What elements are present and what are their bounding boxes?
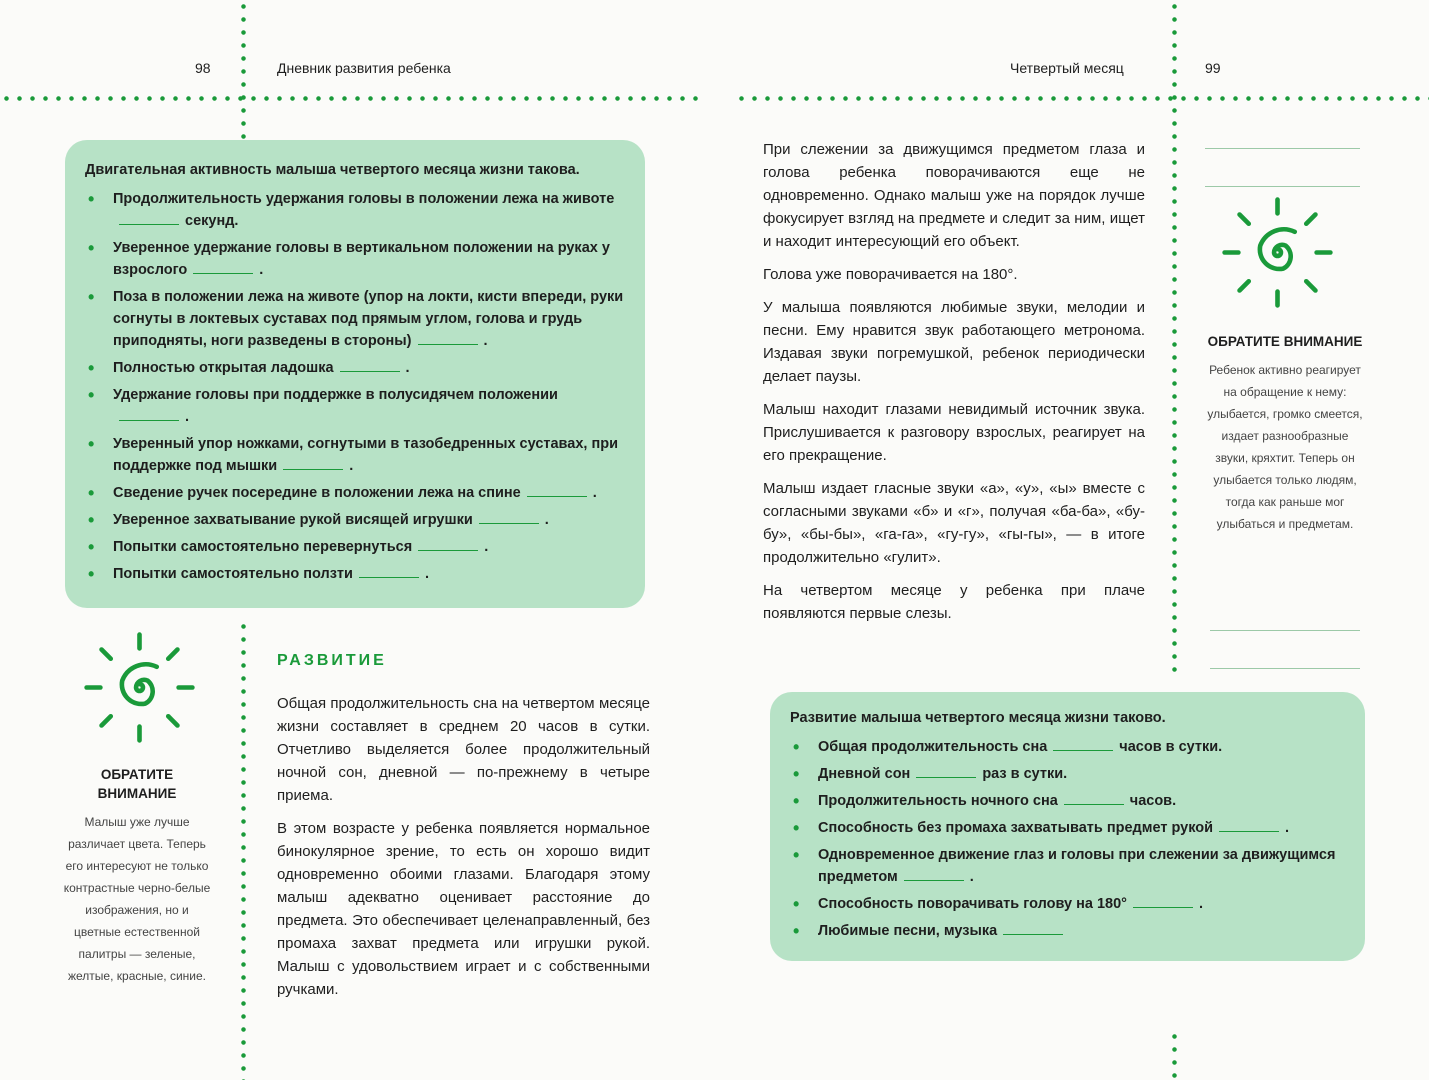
item-text: Продолжительность ночного сна <box>818 793 1058 809</box>
sun-icon <box>1220 195 1335 315</box>
checklist-item <box>790 817 1345 839</box>
item-suffix: . <box>424 566 429 582</box>
item-text: Уверенное удержание головы в вертикальном положении на руках у взрослого <box>113 240 610 278</box>
fill-in-blank[interactable] <box>193 259 253 274</box>
checklist-item <box>85 509 625 531</box>
item-suffix: . <box>484 539 489 555</box>
right-attention-note <box>1205 332 1365 535</box>
right-main-text <box>763 138 1145 635</box>
paragraph: В этом возрасте у ребенка появляется нормальное бинокулярное зрение, то есть он хорошо видит одновременно обоими глазами. Благодаря этому малыш адекватно оценивает расстояние до предмета. Это обеспечивает целенаправленный, без промаха захват предмета или игрушки рукой. Малыш с удовольствием играет и с собственными ручками. <box>277 820 650 998</box>
left-running-title: Дневник развития ребенка <box>277 60 451 76</box>
fill-in-blank[interactable] <box>1133 893 1193 908</box>
fill-in-blank[interactable] <box>119 406 179 421</box>
margin-dotted-rule <box>241 620 246 1080</box>
note-line <box>1205 148 1360 149</box>
fill-in-blank[interactable] <box>1053 736 1113 751</box>
fill-in-blank[interactable] <box>283 455 343 470</box>
item-suffix: . <box>1198 896 1203 912</box>
checklist-item <box>85 237 625 281</box>
item-suffix: . <box>969 869 974 885</box>
note-line <box>1210 668 1360 669</box>
fill-in-blank[interactable] <box>1219 817 1279 832</box>
item-suffix: . <box>1285 820 1290 836</box>
checklist-item <box>85 536 625 558</box>
checklist-item <box>790 736 1345 758</box>
paragraph: Малыш находит глазами невидимый источник звука. Прислушивается к разговору взрослых, реагирует на его прекращение. <box>763 401 1145 464</box>
item-text: Продолжительность удержания головы в положении лежа на животе <box>113 191 615 207</box>
item-text: Сведение ручек посередине в положении лежа на спине <box>113 485 521 501</box>
margin-dotted-rule <box>1172 1030 1177 1080</box>
item-text: Уверенное захватывание рукой висящей игрушки <box>113 512 473 528</box>
fill-in-blank[interactable] <box>340 357 400 372</box>
checklist-item <box>790 790 1345 812</box>
header-dotted-rule <box>0 96 700 101</box>
box-lead: Развитие малыша четвертого месяца жизни таково. <box>790 710 1166 726</box>
item-suffix: часов. <box>1129 793 1177 809</box>
fill-in-blank[interactable] <box>904 866 964 881</box>
item-text: Любимые песни, музыка <box>818 923 998 939</box>
fill-in-blank[interactable] <box>1003 920 1063 935</box>
item-text: Удержание головы при поддержке в полусидячем положении <box>113 387 558 403</box>
note-title: ОБРАТИТЕ ВНИМАНИЕ <box>97 767 177 801</box>
development-box <box>770 692 1365 961</box>
checklist-item <box>790 893 1345 915</box>
note-text: Ребенок активно реагирует на обращение к нему: улыбается, громко смеется, издает разнообразные звуки, кряхтит. Теперь он улыбается только людям, тогда как раньше мог улыбаться и предметам. <box>1207 363 1363 531</box>
right-page-number: 99 <box>1205 60 1221 76</box>
development-text <box>277 692 650 1011</box>
item-suffix: часов в сутки. <box>1119 739 1223 755</box>
note-title: ОБРАТИТЕ ВНИМАНИЕ <box>1207 334 1363 349</box>
checklist-item <box>85 357 625 379</box>
checklist-item <box>85 286 625 352</box>
item-suffix: раз в сутки. <box>982 766 1068 782</box>
fill-in-blank[interactable] <box>479 509 539 524</box>
item-text: Дневной сон <box>818 766 911 782</box>
motor-activity-box <box>65 140 645 608</box>
left-attention-note <box>62 765 212 987</box>
sun-icon <box>82 630 197 750</box>
item-suffix: . <box>259 262 264 278</box>
fill-in-blank[interactable] <box>359 563 419 578</box>
paragraph: Голова уже поворачивается на 180°. <box>763 266 1018 283</box>
item-text: Способность без промаха захватывать предмет рукой <box>818 820 1214 836</box>
checklist-item <box>85 482 625 504</box>
fill-in-blank[interactable] <box>916 763 976 778</box>
item-text: Попытки самостоятельно ползти <box>113 566 353 582</box>
item-suffix: секунд. <box>185 213 239 229</box>
item-text: Попытки самостоятельно перевернуться <box>113 539 413 555</box>
left-page-number: 98 <box>195 60 211 76</box>
item-suffix: . <box>185 409 190 425</box>
item-text: Одновременное движение глаз и головы при слежении за движущимся предметом <box>818 847 1336 885</box>
checklist-item <box>85 433 625 477</box>
note-text: Малыш уже лучше различает цвета. Теперь его интересуют не только контрастные черно-белые изображения, но и цветные естественной палитры — зеленые, желтые, красные, синие. <box>63 815 211 983</box>
item-text: Уверенный упор ножками, согнутыми в тазобедренных суставах, при поддержке под мышки <box>113 436 618 474</box>
margin-dotted-rule <box>241 0 246 140</box>
fill-in-blank[interactable] <box>418 330 478 345</box>
checklist-item <box>790 763 1345 785</box>
checklist-item <box>85 563 625 585</box>
item-suffix: . <box>544 512 549 528</box>
right-running-title: Четвертый месяц <box>1010 60 1124 76</box>
box-lead: Двигательная активность малыша четвертого месяца жизни такова. <box>85 162 580 178</box>
fill-in-blank[interactable] <box>527 482 587 497</box>
checklist-item <box>790 920 1345 942</box>
paragraph: У малыша появляются любимые звуки, мелодии и песни. Ему нравится звук работающего метронома. Издавая звуки погремушкой, ребенок периодически делает паузы. <box>763 299 1145 385</box>
item-text: Способность поворачивать голову на 180° <box>818 896 1127 912</box>
paragraph: Малыш издает гласные звуки «а», «у», «ы» вместе с согласными звуками «б» и «г», получая «ба-ба», «бу-бу», «бы-бы», «га-га», «гу-гу», «гы-гы», — в итоге продолжительно «гулит». <box>763 480 1145 566</box>
note-line <box>1210 630 1360 631</box>
margin-dotted-rule <box>1172 0 1177 680</box>
fill-in-blank[interactable] <box>418 536 478 551</box>
paragraph: На четвертом месяце у ребенка при плаче появляются первые слезы. <box>763 582 1145 622</box>
item-text: Полностью открытая ладошка <box>113 360 334 376</box>
item-suffix: . <box>405 360 410 376</box>
header-dotted-rule <box>735 96 1429 101</box>
item-suffix: . <box>349 458 354 474</box>
fill-in-blank[interactable] <box>119 210 179 225</box>
item-text: Поза в положении лежа на животе (упор на локти, кисти впереди, руки согнуты в локтевых суставах под прямым углом, голова и грудь приподняты, ноги разведены в стороны) <box>113 289 624 349</box>
checklist-item <box>790 844 1345 888</box>
paragraph: При слежении за движущимся предметом глаза и голова ребенка поворачиваются еще не одновременно. Однако малыш уже на порядок лучше фокусирует взгляд на предмете и следит за ним, ищет и находит интересующий его объект. <box>763 141 1145 250</box>
checklist-item <box>85 384 625 428</box>
fill-in-blank[interactable] <box>1064 790 1124 805</box>
section-heading: РАЗВИТИЕ <box>277 652 387 669</box>
paragraph: Общая продолжительность сна на четвертом месяце жизни составляет в среднем 20 часов в сутки. Отчетливо выделяется более продолжительный ночной сон, дневной — по-прежнему в четыре приема. <box>277 695 650 804</box>
item-text: Общая продолжительность сна <box>818 739 1048 755</box>
item-suffix: . <box>592 485 597 501</box>
item-suffix: . <box>483 333 488 349</box>
note-line <box>1205 186 1360 187</box>
checklist-item <box>85 188 625 232</box>
